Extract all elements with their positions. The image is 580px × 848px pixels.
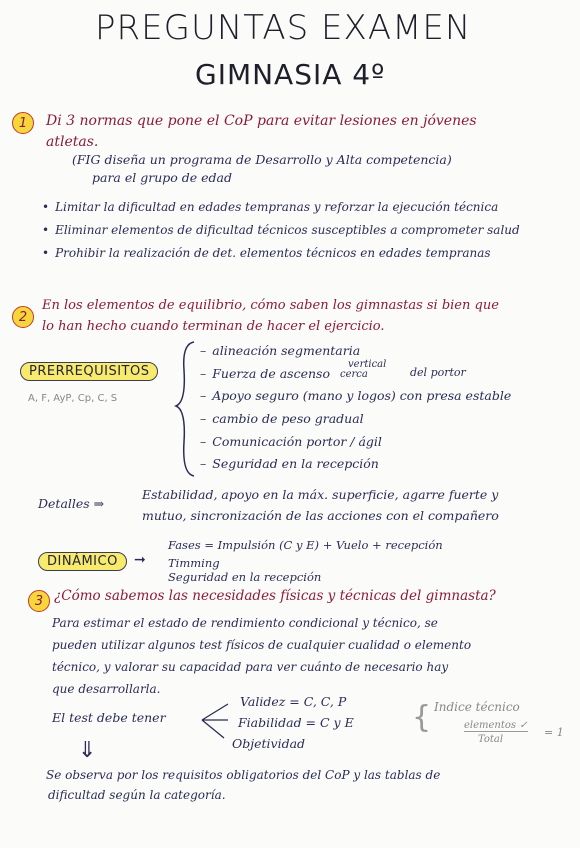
question-1-number: 1 xyxy=(12,112,34,134)
test-label: El test debe tener xyxy=(52,710,166,725)
question-1-text-line1: Di 3 normas que pone el CoP para evitar lesiones en jóvenes xyxy=(46,113,477,129)
dinamico-line-2: Timming xyxy=(168,556,220,570)
dinamico-arrow-icon: ➞ xyxy=(134,552,146,568)
question-1-note-line2: para el grupo de edad xyxy=(92,170,232,185)
question-1-bullet-1: • Limitar la dificultad en edades tempranas y reforzar la ejecución técnica xyxy=(42,200,498,214)
question-1-bullet-3: • Prohibir la realización de det. elementos técnicos en edades tempranas xyxy=(42,246,491,260)
details-label: Detalles ⇒ xyxy=(38,496,105,511)
details-line1: Estabilidad, apoyo en la máx. superficie, agarre fuerte y xyxy=(142,487,499,502)
prerequisites-label: PRERREQUISITOS xyxy=(20,362,158,381)
test-item-1: Validez = C, C, P xyxy=(240,694,347,709)
question-3-para-line4: que desarrollarla. xyxy=(52,682,161,696)
down-arrow-icon: ⇓ xyxy=(78,738,97,763)
question-3-para-line2: pueden utilizar algunos test físicos de cualquier cualidad o elemento xyxy=(52,638,472,652)
question-3-number: 3 xyxy=(28,590,50,612)
test-item-2: Fiabilidad = C y E xyxy=(238,715,354,730)
prereq-item-1: – alineación segmentaria xyxy=(200,343,360,358)
dinamico-label: DINÁMICO xyxy=(38,552,127,571)
prerequisites-abbrev: A, F, AyP, Cp, C, S xyxy=(28,393,118,404)
prereq-item-5: – Comunicación portor / ágil xyxy=(200,434,382,449)
indice-brace-icon: { xyxy=(412,700,432,735)
prereq-item-2: – Fuerza de ascenso xyxy=(200,366,330,381)
test-branch-lines xyxy=(200,700,230,742)
indice-equals: = 1 xyxy=(544,726,564,739)
fuerza-tail: del portor xyxy=(410,366,466,379)
prereq-item-3: – Apoyo seguro (mano y logos) con presa estable xyxy=(200,388,511,403)
indice-denominator: Total xyxy=(478,734,504,745)
prereq-item-6: – Seguridad en la recepción xyxy=(200,456,379,471)
indice-numerator: elementos ✓ xyxy=(464,720,528,731)
question-3-text: ¿Cómo sabemos las necesidades físicas y técnicas del gimnasta? xyxy=(54,588,496,604)
indice-label: Indice técnico xyxy=(434,700,520,714)
question-1-note-line1: (FIG diseña un programa de Desarrollo y Alta competencia) xyxy=(72,152,452,167)
conclusion-line1: Se observa por los requisitos obligatorios del CoP y las tablas de xyxy=(46,768,441,782)
question-3-para-line3: técnico, y valorar su capacidad para ver cuánto de necesario hay xyxy=(52,660,449,674)
fuerza-option-vertical: vertical xyxy=(348,359,387,370)
dinamico-line-1: Fases = Impulsión (C y E) + Vuelo + recepción xyxy=(168,538,443,552)
question-1-bullet-2: • Eliminar elementos de dificultad técnicos susceptibles a comprometer salud xyxy=(42,223,520,237)
question-3-para-line1: Para estimar el estado de rendimiento condicional y técnico, se xyxy=(52,616,438,630)
page-subtitle: GIMNASIA 4º xyxy=(195,58,386,91)
question-1-text-line2: atletas. xyxy=(46,134,99,150)
details-line2: mutuo, sincronización de las acciones con el compañero xyxy=(142,508,499,523)
dinamico-line-3: Seguridad en la recepción xyxy=(168,570,322,584)
page-title: PREGUNTAS EXAMEN xyxy=(95,8,472,48)
prereq-item-4: – cambio de peso gradual xyxy=(200,411,364,426)
question-2-text-line2: lo han hecho cuando terminan de hacer el ejercicio. xyxy=(42,319,385,334)
fuerza-option-cerca: cerca xyxy=(340,369,368,380)
fuerza-options xyxy=(340,360,386,380)
test-item-3: Objetividad xyxy=(232,736,306,751)
question-2-number: 2 xyxy=(12,306,34,328)
question-2-text-line1: En los elementos de equilibrio, cómo saben los gimnastas si bien que xyxy=(42,298,499,313)
prerequisites-brace xyxy=(172,340,198,478)
conclusion-line2: dificultad según la categoría. xyxy=(48,788,226,802)
